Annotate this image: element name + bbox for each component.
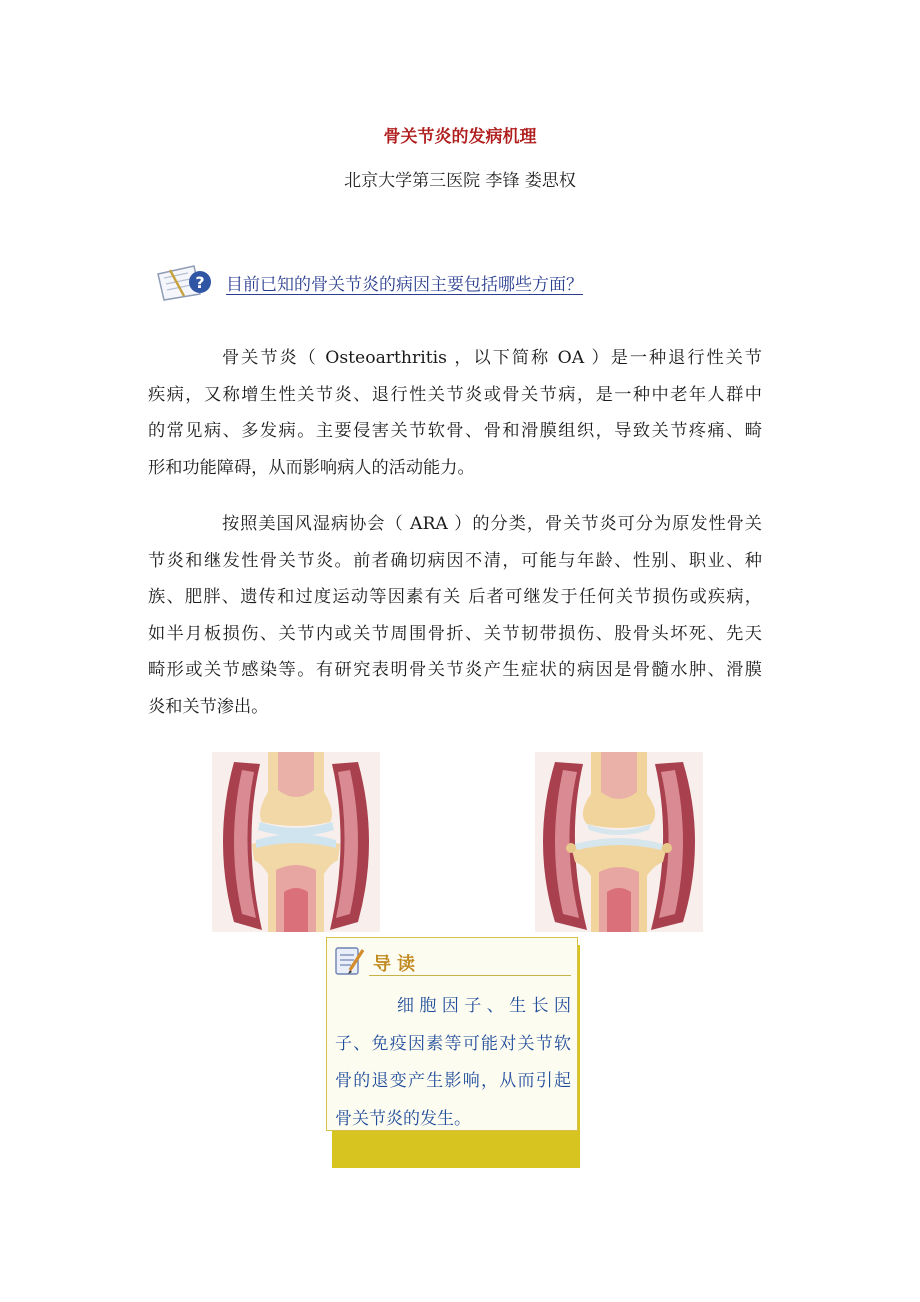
paragraph-line: 族、肥胖、遗传和过度运动等因素有关 后者可继发于任何关节损伤或疾病， xyxy=(148,587,762,607)
svg-text:?: ? xyxy=(195,273,205,292)
paragraph-line: 形和功能障碍，从而影响病人的活动能力。 xyxy=(148,457,475,478)
paragraph-line: 骨关节炎（ Osteoarthritis ，以下简称 OA ）是一种退行性关节 xyxy=(222,348,762,368)
paragraph-line: 如半月板损伤、关节内或关节周围骨折、关节韧带损伤、股骨头坏死、先天 xyxy=(148,623,762,644)
question-link[interactable]: 目前已知的骨关节炎的病因主要包括哪些方面？ xyxy=(226,275,583,295)
guide-line: 骨的退变产生影响，从而引起 xyxy=(335,1071,571,1091)
guide-line: 子、免疫因素等可能对关节软 xyxy=(335,1033,571,1054)
normal-joint-illustration xyxy=(212,752,380,932)
author-line: 北京大学第三医院 李锋 娄思权 xyxy=(344,171,576,191)
guide-divider xyxy=(369,975,571,976)
paragraph-line: 的常见病、多发病。主要侵害关节软骨、骨和滑膜组织，导致关节疼痛、畸 xyxy=(148,421,762,441)
paragraph-line: 畸形或关节感染等。有研究表明骨关节炎产生症状的病因是骨髓水肿、滑膜 xyxy=(148,660,762,680)
guide-box xyxy=(326,937,578,1131)
paragraph-line: 节炎和继发性骨关节炎。前者确切病因不清，可能与年龄、性别、职业、种 xyxy=(148,550,762,571)
notepad-pencil-icon xyxy=(333,944,367,976)
paragraph-line: 疾病，又称增生性关节炎、退行性关节炎或骨关节病，是一种中老年人群中 xyxy=(148,384,762,405)
guide-line: 骨关节炎的发生。 xyxy=(335,1108,471,1129)
paragraph-classification xyxy=(148,506,762,725)
guide-line: 细胞因子、生长因 xyxy=(397,996,571,1016)
guide-text xyxy=(335,988,571,1138)
guide-label: 导读 xyxy=(373,954,421,975)
paragraph-line: 按照美国风湿病协会（ ARA ）的分类，骨关节炎可分为原发性骨关 xyxy=(222,514,762,534)
paragraph-definition xyxy=(148,340,762,486)
osteoarthritic-joint-illustration xyxy=(535,752,703,932)
question-note-icon xyxy=(154,262,218,302)
document-title: 骨关节炎的发病机理 xyxy=(383,127,537,147)
paragraph-line: 炎和关节渗出。 xyxy=(148,696,269,717)
